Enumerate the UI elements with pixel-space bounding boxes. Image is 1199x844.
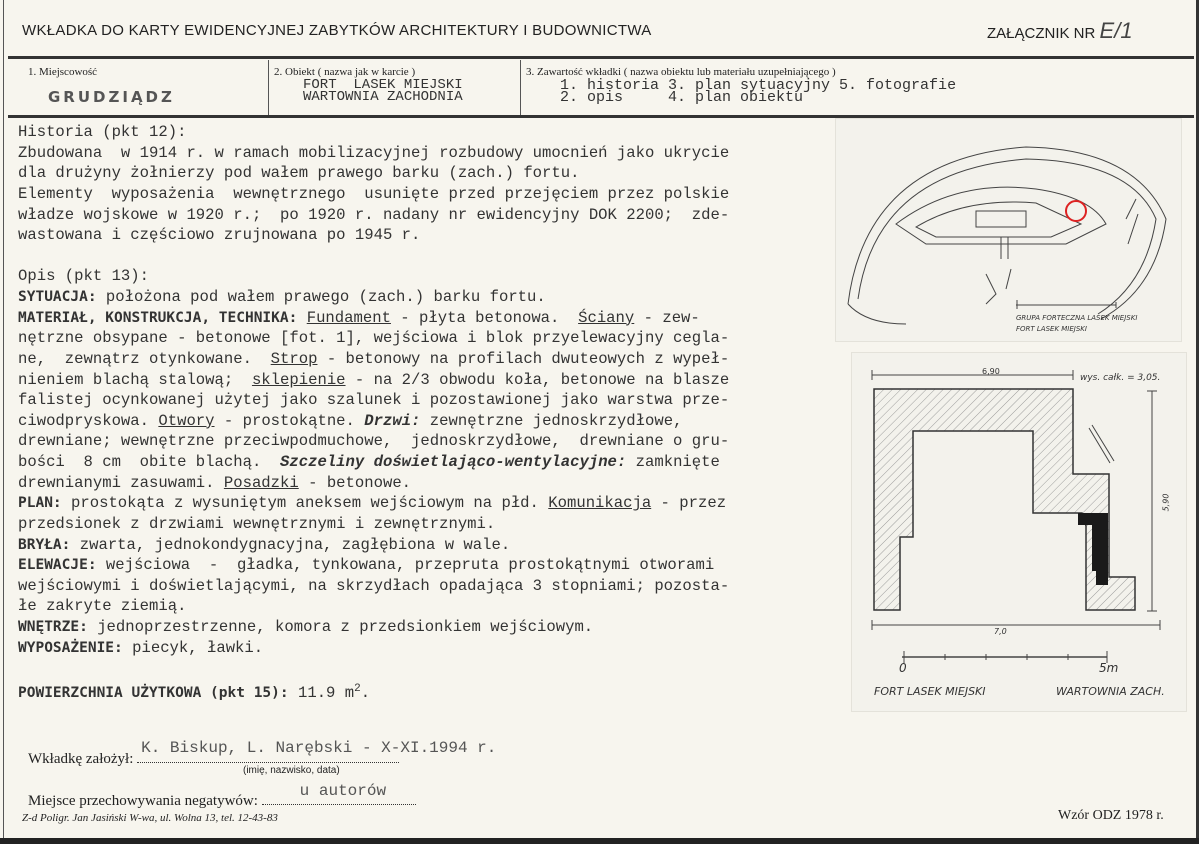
text-segment: - betonowy na profilach dwuteowych z wypeł- bbox=[317, 349, 730, 368]
text-line bbox=[18, 679, 818, 703]
element-label: sklepienie bbox=[251, 370, 346, 389]
text-segment: łe zakryte ziemią. bbox=[18, 597, 187, 616]
text-line bbox=[18, 143, 818, 164]
form-model: Wzór ODZ 1978 r. bbox=[1058, 808, 1164, 823]
text-segment: - zew- bbox=[634, 308, 700, 327]
text-segment: bości 8 cm obite blachą. bbox=[18, 453, 281, 471]
text-segment: drewniane; wewnętrzne przeciwpodmuchowe, jednoskrzydłowe, drewniane o gru- bbox=[18, 432, 730, 451]
section-label: WYPOSAŻENIE: bbox=[18, 639, 123, 656]
annex-label: ZAŁĄCZNIK NR bbox=[987, 25, 1096, 42]
section-label: BRYŁA: bbox=[18, 536, 71, 553]
site-plan bbox=[835, 118, 1182, 342]
plan-caption-right: WARTOWNIA ZACH. bbox=[1056, 685, 1165, 698]
text-line bbox=[18, 205, 818, 226]
text-line bbox=[18, 349, 818, 370]
scale-end: 5m bbox=[1099, 661, 1119, 675]
element-label: Fundament bbox=[306, 308, 391, 327]
text-segment: Elementy wyposażenia wewnętrznego usunięte przed przejęciem przez polskie bbox=[18, 184, 730, 203]
text-segment: - betonowe. bbox=[298, 473, 412, 492]
scale-start: 0 bbox=[899, 661, 907, 675]
text-segment: jednoprzestrzenne, komora z przedsionkiem wejściowym. bbox=[87, 618, 594, 636]
text-segment: wejściowymi i doświetlającymi, na skrzydłach opadająca 3 stopniami; pozosta- bbox=[18, 576, 730, 595]
text-segment: - na 2/3 obwodu koła, betonowe na blasze bbox=[345, 370, 730, 389]
author-hint: (imię, nazwisko, data) bbox=[243, 765, 340, 776]
text-segment: przedsionek z drzwiami wewnętrznymi i zewnętrznymi. bbox=[18, 514, 496, 533]
text-line bbox=[18, 266, 818, 287]
description-text bbox=[18, 122, 818, 703]
contents-value-line-2: 2. opis 4. plan obiektu bbox=[560, 89, 804, 106]
section-label: PLAN: bbox=[18, 495, 62, 512]
text-line bbox=[18, 328, 818, 349]
author-value: K. Biskup, L. Narębski - X-XI.1994 r. bbox=[141, 739, 497, 757]
floor-plan-drawing bbox=[852, 353, 1186, 711]
text-line bbox=[18, 617, 818, 638]
location-marker bbox=[1066, 201, 1086, 221]
text-segment: 11.9 m bbox=[288, 684, 355, 703]
element-label: Ściany bbox=[578, 308, 635, 327]
text-line bbox=[18, 225, 818, 246]
element-label: Posadzki bbox=[223, 473, 299, 492]
section-label: MATERIAŁ, KONSTRUKCJA, TECHNIKA: bbox=[18, 309, 298, 326]
text-line bbox=[18, 246, 818, 267]
section-label: WNĘTRZE: bbox=[18, 619, 88, 635]
text-segment: - przez bbox=[651, 494, 727, 513]
text-line bbox=[18, 555, 818, 576]
text-line bbox=[18, 596, 818, 617]
section-label: Szczeliny doświetlająco-wentylacyjne: bbox=[280, 453, 627, 471]
text-line bbox=[18, 452, 818, 473]
negatives-row bbox=[28, 782, 416, 810]
text-line bbox=[18, 535, 818, 556]
text-segment: ne, zewnątrz otynkowane. bbox=[18, 349, 271, 368]
text-line bbox=[18, 370, 818, 391]
divider bbox=[268, 60, 269, 115]
author-field bbox=[137, 739, 497, 763]
element-label: Strop bbox=[270, 349, 318, 368]
text-line bbox=[18, 576, 818, 597]
element-label: Komunikacja bbox=[548, 494, 652, 513]
site-caption-2: FORT LASEK MIEJSKI bbox=[1016, 325, 1087, 333]
text-segment: falistej ocynkowanej użytej jako szalunek i pozostawionej jako warstwa prze- bbox=[18, 391, 730, 410]
text-line bbox=[18, 184, 818, 205]
text-segment: położona pod wałem prawego (zach.) barku fortu. bbox=[96, 288, 546, 306]
height-note: wys. całk. = 3,05. bbox=[1080, 373, 1161, 383]
section-label: ELEWACJE: bbox=[18, 557, 97, 574]
form-title: WKŁADKA DO KARTY EWIDENCYJNEJ ZABYTKÓW ARCHITEKTURY I BUDOWNICTWA bbox=[22, 22, 652, 39]
page-border-left bbox=[3, 0, 4, 844]
text-line bbox=[18, 411, 818, 432]
floor-plan bbox=[851, 352, 1187, 712]
dim-bottom: 7,0 bbox=[994, 627, 1007, 636]
section-label: Drzwi: bbox=[364, 411, 421, 430]
text-line bbox=[18, 493, 818, 514]
text-segment: zewnętrzne jednoskrzydłowe, bbox=[420, 411, 683, 430]
annex-value: E/1 bbox=[1099, 18, 1133, 43]
text-segment: zwarta, jednokondygnacyjna, zagłębiona w wale. bbox=[70, 535, 511, 554]
text-line bbox=[18, 163, 818, 184]
text-line bbox=[18, 514, 818, 535]
text-line bbox=[18, 122, 818, 143]
text-segment: - prostokątne. bbox=[214, 411, 365, 430]
negatives-label: Miejsce przechowywania negatywów: bbox=[28, 793, 258, 809]
page-border-bottom bbox=[0, 838, 1199, 844]
object-value-line-1: FORT LASEK MIEJSKI bbox=[303, 77, 463, 93]
negatives-value: u autorów bbox=[299, 782, 387, 800]
negatives-field bbox=[262, 782, 416, 805]
locality-label: 1. Miejscowość bbox=[28, 66, 98, 78]
contents-value-line-1: 1. historia 3. plan sytuacyjny 5. fotografie bbox=[560, 77, 957, 94]
text-segment: Historia (pkt 12): bbox=[18, 123, 187, 141]
text-segment: prostokąta z wysuniętym aneksem wejściowym na płd. bbox=[61, 494, 549, 513]
text-segment: wejściowa - gładka, tynkowana, przepruta prostokątnymi otworami bbox=[96, 556, 715, 575]
text-line bbox=[18, 431, 818, 452]
text-segment: władze wojskowe w 1920 r.; po 1920 r. nadany nr ewidencyjny DOK 2200; zde- bbox=[18, 205, 730, 224]
printer-note: Z-d Poligr. Jan Jasiński W-wa, ul. Wolna 13, tel. 12-43-83 bbox=[22, 812, 278, 824]
text-segment: zamknięte bbox=[626, 453, 720, 471]
text-segment: 2 bbox=[354, 682, 361, 695]
section-label: POWIERZCHNIA UŻYTKOWA (pkt 15): bbox=[18, 685, 289, 702]
divider bbox=[8, 56, 1194, 59]
locality-value: GRUDZIĄDZ bbox=[48, 88, 175, 106]
text-segment: wastowana i częściowo zrujnowana po 1945 r. bbox=[18, 226, 421, 245]
author-label: Wkładkę założył: bbox=[28, 751, 134, 767]
text-line bbox=[18, 390, 818, 411]
text-line bbox=[18, 308, 818, 329]
text-line bbox=[18, 287, 818, 308]
site-caption-1: GRUPA FORTECZNA LASEK MIEJSKI bbox=[1016, 314, 1138, 322]
dim-top: 6,90 bbox=[982, 367, 1000, 376]
text-line bbox=[18, 658, 818, 679]
text-segment: . bbox=[360, 684, 371, 703]
divider bbox=[520, 60, 521, 115]
element-label: Otwory bbox=[158, 411, 215, 430]
object-value-line-2: WARTOWNIA ZACHODNIA bbox=[303, 89, 463, 105]
text-line bbox=[18, 638, 818, 659]
plan-caption-left: FORT LASEK MIEJSKI bbox=[874, 685, 986, 698]
text-line bbox=[18, 473, 818, 494]
text-segment: nętrzne obsypane - betonowe [fot. 1], wejściowa i blok przyelewacyjny cegla- bbox=[18, 329, 730, 348]
object-label: 2. Obiekt ( nazwa jak w karcie ) bbox=[274, 66, 416, 78]
text-segment: Opis (pkt 13): bbox=[18, 267, 150, 286]
text-segment: dla drużyny żołnierzy pod wałem prawego barku (zach.) fortu. bbox=[18, 164, 580, 183]
text-segment: drewnianymi zasuwami. bbox=[18, 473, 224, 492]
author-row bbox=[28, 739, 497, 768]
annex-number bbox=[987, 18, 1133, 44]
text-segment bbox=[297, 309, 306, 327]
text-segment: Zbudowana w 1914 r. w ramach mobilizacyjnej rozbudowy umocnień jako ukrycie bbox=[18, 143, 730, 162]
text-segment: ciwodpryskowa. bbox=[18, 411, 159, 430]
dim-right: 5,90 bbox=[1161, 493, 1171, 512]
contents-label: 3. Zawartość wkładki ( nazwa obiektu lub materiału uzupełniającego ) bbox=[526, 66, 836, 78]
text-segment: piecyk, ławki. bbox=[122, 638, 264, 657]
section-label: SYTUACJA: bbox=[18, 289, 97, 305]
text-segment: - płyta betonowa. bbox=[390, 308, 579, 327]
site-plan-drawing bbox=[836, 119, 1181, 341]
text-segment: nieniem blachą stalową; bbox=[18, 370, 252, 389]
